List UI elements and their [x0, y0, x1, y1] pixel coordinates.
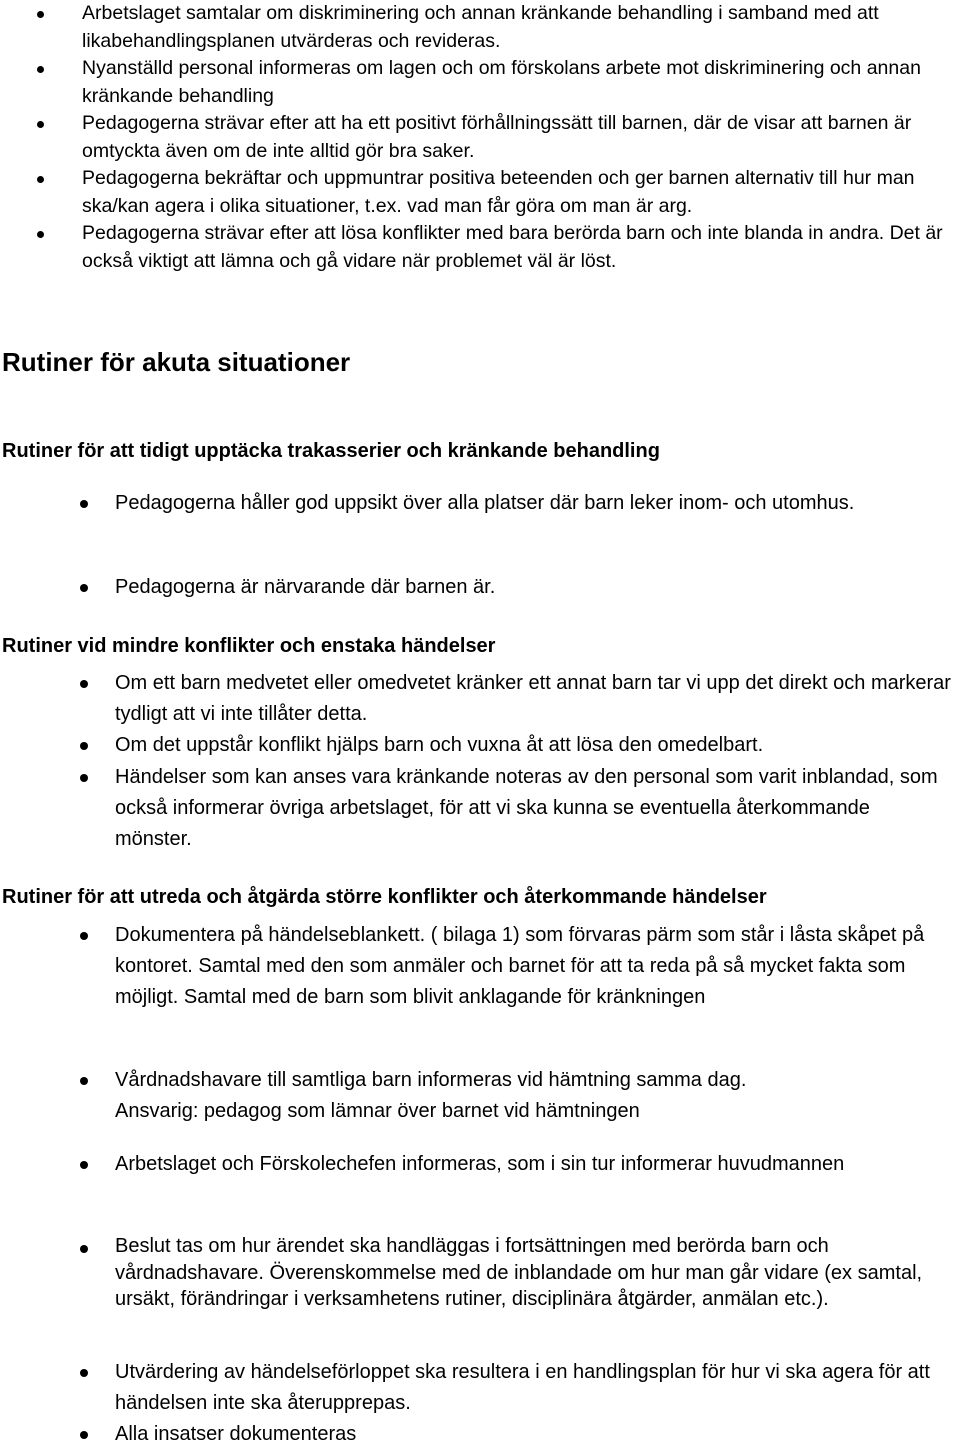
list-item	[0, 488, 960, 550]
list-item	[0, 165, 960, 220]
list-item	[0, 668, 960, 730]
list-item	[0, 730, 960, 762]
list-item-text: Ansvarig: pedagog som lämnar över barnet vid hämtningen	[115, 1100, 640, 1122]
list-item	[0, 762, 960, 855]
bullet-icon	[37, 231, 44, 238]
list-item-text: Om det uppstår konflikt hjälps barn och vuxna åt att lösa den omedelbart.	[115, 734, 764, 756]
bullet-icon	[80, 1369, 88, 1377]
list-item-text: Beslut tas om hur ärendet ska handläggas i fortsättningen med berörda barn och vårdnadshavare. Överenskommelse med de inblandade om hur man går vidare (ex samtal, ursäkt, förändringar i verksamhetens rutiner, disciplinära åtgärder, anmälan etc.).	[115, 1235, 923, 1310]
list-item-text: Pedagogerna bekräftar och uppmuntrar positiva beteenden och ger barnen alternativ till hur man ska/kan agera i olika situationer, t.ex. vad man får göra om man är arg.	[82, 167, 915, 217]
list-item-text: Händelser som kan anses vara kränkande noteras av den personal som varit inblandad, som också informerar övriga arbetslaget, för att vi ska kunna se eventuella återkommande mönster.	[115, 766, 938, 850]
early-detection-list	[0, 488, 960, 603]
list-item	[0, 1233, 960, 1337]
list-item	[0, 1149, 960, 1211]
list-item	[0, 1357, 960, 1419]
bullet-icon	[80, 1077, 88, 1085]
bullet-icon	[80, 932, 88, 940]
bullet-icon	[80, 742, 88, 750]
major-conflicts-list	[0, 920, 960, 1450]
bullet-icon	[37, 121, 44, 128]
list-item-text: Pedagogerna är närvarande där barnen är.	[115, 576, 496, 598]
list-item	[0, 0, 960, 55]
bullet-icon	[80, 774, 88, 782]
bullet-icon	[80, 680, 88, 688]
list-item-text: Arbetslaget samtalar om diskriminering och annan kränkande behandling i samband med att likabehandlingsplanen utvärderas och revideras.	[82, 2, 879, 52]
list-item-text: Pedagogerna strävar efter att ha ett positivt förhållningssätt till barnen, där de visar att barnen är omtyckta även om de inte alltid gör bra saker.	[82, 112, 912, 162]
minor-conflicts-list	[0, 668, 960, 855]
list-item-text: Utvärdering av händelseförloppet ska resultera i en handlingsplan för hur vi ska agera för att händelsen inte ska återupprepas.	[115, 1361, 930, 1414]
page-heading: Rutiner för akuta situationer	[2, 347, 351, 377]
list-item-text: Arbetslaget och Förskolechefen informeras, som i sin tur informerar huvudmannen	[115, 1153, 845, 1175]
top-bullet-list	[0, 0, 960, 275]
section-heading-minor-conflicts: Rutiner vid mindre konflikter och enstaka händelser	[2, 635, 496, 657]
list-item	[0, 572, 960, 603]
list-item-text: Pedagogerna strävar efter att lösa konflikter med bara berörda barn och inte blanda in andra. Det är också viktigt att lämna och gå vidare när problemet väl är löst.	[82, 222, 943, 272]
bullet-icon	[80, 1161, 88, 1169]
bullet-icon	[37, 66, 44, 73]
list-item-text: Dokumentera på händelseblankett. ( bilaga 1) som förvaras pärm som står i låsta skåpet på kontoret. Samtal med den som anmäler och barnet för att ta reda på så mycket fakta som möjligt. Samtal med de barn som blivit anklagande för kränkningen	[115, 924, 925, 1008]
section-heading-major-conflicts: Rutiner för att utreda och åtgärda större konflikter och återkommande händelser	[2, 886, 767, 908]
list-item-text: Vårdnadshavare till samtliga barn informeras vid hämtning samma dag.	[115, 1069, 747, 1091]
list-item	[0, 55, 960, 110]
list-item-text: Nyanställd personal informeras om lagen och om förskolans arbete mot diskriminering och annan kränkande behandling	[82, 57, 921, 107]
bullet-icon	[37, 176, 44, 183]
list-item	[0, 220, 960, 275]
bullet-icon	[80, 584, 88, 592]
list-item-text: Alla insatser dokumenteras	[115, 1423, 357, 1445]
bullet-icon	[37, 11, 44, 18]
list-item	[0, 1065, 960, 1127]
bullet-icon	[80, 1431, 88, 1439]
section-heading-early-detection: Rutiner för att tidigt upptäcka trakasserier och kränkande behandling	[2, 440, 660, 462]
list-item	[0, 1419, 960, 1450]
list-item	[0, 110, 960, 165]
list-item-text: Om ett barn medvetet eller omedvetet kränker ett annat barn tar vi upp det direkt och markerar tydligt att vi inte tillåter detta.	[115, 672, 951, 725]
list-item	[0, 920, 960, 1044]
bullet-icon	[80, 500, 88, 508]
list-item-text: Pedagogerna håller god uppsikt över alla platser där barn leker inom- och utomhus.	[115, 492, 855, 514]
bullet-icon	[80, 1245, 88, 1253]
